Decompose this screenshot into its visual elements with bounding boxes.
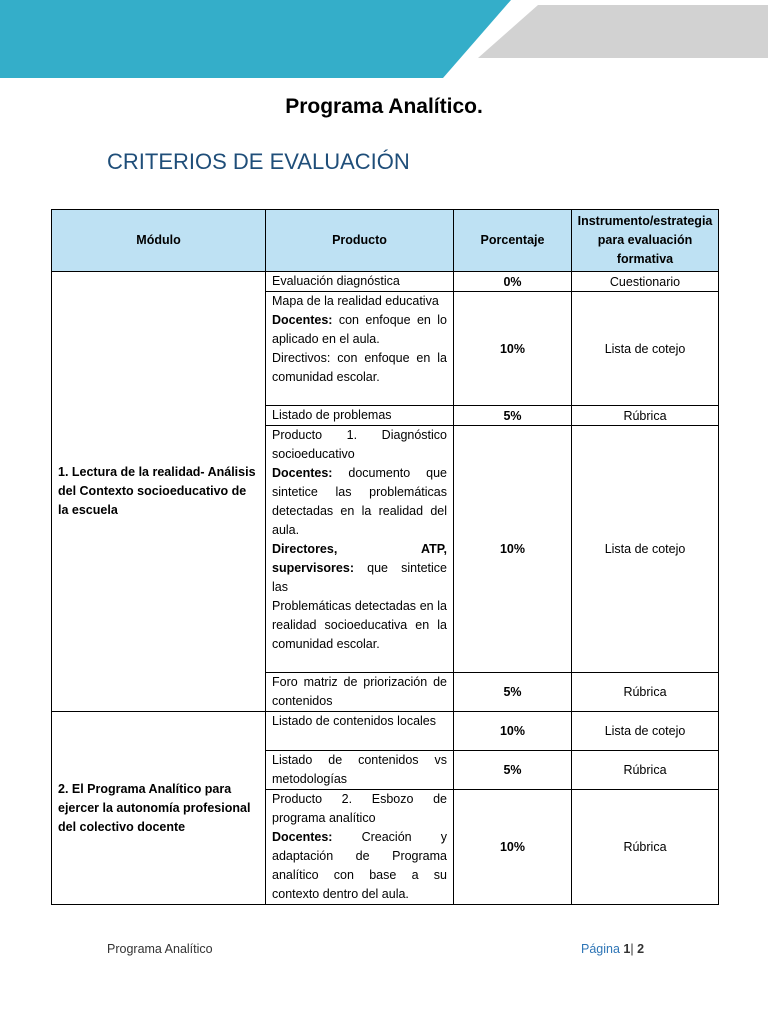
product-text-line: Docentes: con enfoque en lo aplicado en el aula. [272, 313, 447, 346]
instrument-cell: Cuestionario [572, 272, 719, 292]
product-cell [266, 406, 454, 426]
header-banner [0, 0, 768, 80]
instrument-cell: Rúbrica [572, 790, 719, 905]
banner-grey-shape [478, 5, 768, 58]
instrument-cell: Lista de cotejo [572, 426, 719, 673]
product-text-line: Docentes: Creación y adaptación de Programa analítico con base a su contexto dentro del aula. [272, 830, 447, 901]
percent-cell: 10% [454, 426, 572, 673]
section-title: CRITERIOS DE EVALUACIÓN [107, 149, 410, 174]
product-cell [266, 673, 454, 712]
percent-cell: 10% [454, 292, 572, 406]
product-role-label: Directores, ATP, supervisores: [272, 542, 447, 575]
product-text: Evaluación diagnóstica [272, 274, 400, 288]
product-text-line: Producto 1. Diagnóstico socioeducativo [272, 428, 447, 461]
percent-cell: 5% [454, 751, 572, 790]
footer-page-indicator [581, 942, 644, 956]
column-header-module: Módulo [52, 210, 266, 272]
percent-cell: 5% [454, 406, 572, 426]
product-cell [266, 712, 454, 751]
product-text-line: Producto 2. Esbozo de programa analítico [272, 792, 447, 825]
footer-document-name: Programa Analítico [107, 942, 213, 956]
product-text-line: Directores, ATP, supervisores: que sintetice las [272, 542, 447, 594]
product-cell [266, 292, 454, 406]
column-header-instrument: Instrumento/estrategia para evaluación formativa [572, 210, 719, 272]
percent-cell: 5% [454, 673, 572, 712]
document-title: Programa Analítico. [285, 95, 483, 118]
product-role-label: Docentes: [272, 830, 333, 844]
product-text: Foro matriz de priorización de contenidos [272, 675, 447, 708]
product-role-label: Docentes: [272, 466, 333, 480]
footer-page-total: 2 [637, 942, 645, 956]
footer-page-word: Página [581, 942, 620, 956]
product-role-label: Docentes: [272, 313, 333, 327]
instrument-cell: Lista de cotejo [572, 292, 719, 406]
product-text: Listado de problemas [272, 408, 392, 422]
column-header-percent: Porcentaje [454, 210, 572, 272]
footer-page-separator: | [630, 942, 634, 956]
instrument-cell: Rúbrica [572, 673, 719, 712]
banner-teal-shape [0, 0, 511, 78]
module-cell: 2. El Programa Analítico para ejercer la autonomía profesional del colectivo docente [52, 712, 266, 905]
instrument-cell: Rúbrica [572, 751, 719, 790]
percent-cell: 10% [454, 790, 572, 905]
instrument-cell: Rúbrica [572, 406, 719, 426]
product-text-line: Problemáticas detectadas en la realidad socioeducativa en la comunidad escolar. [272, 599, 447, 651]
product-text: Listado de contenidos locales [272, 714, 437, 728]
product-text-line: Docentes: documento que sintetice las problemáticas detectadas en la realidad del aula. [272, 466, 447, 537]
percent-cell: 10% [454, 712, 572, 751]
product-text: Listado de contenidos vs metodologías [272, 753, 447, 786]
column-header-product: Producto [266, 210, 454, 272]
table-row [52, 272, 719, 292]
table-row [52, 712, 719, 751]
product-cell [266, 272, 454, 292]
table-header-row [52, 210, 719, 272]
evaluation-criteria-table [51, 209, 719, 905]
product-cell [266, 790, 454, 905]
module-cell: 1. Lectura de la realidad- Análisis del Contexto socioeducativo de la escuela [52, 272, 266, 712]
instrument-cell: Lista de cotejo [572, 712, 719, 751]
product-text-line: Mapa de la realidad educativa [272, 294, 439, 308]
product-cell [266, 426, 454, 673]
footer-page-number: 1 [623, 942, 631, 956]
product-cell [266, 751, 454, 790]
percent-cell: 0% [454, 272, 572, 292]
product-text-line: Directivos: con enfoque en la comunidad escolar. [272, 351, 447, 384]
